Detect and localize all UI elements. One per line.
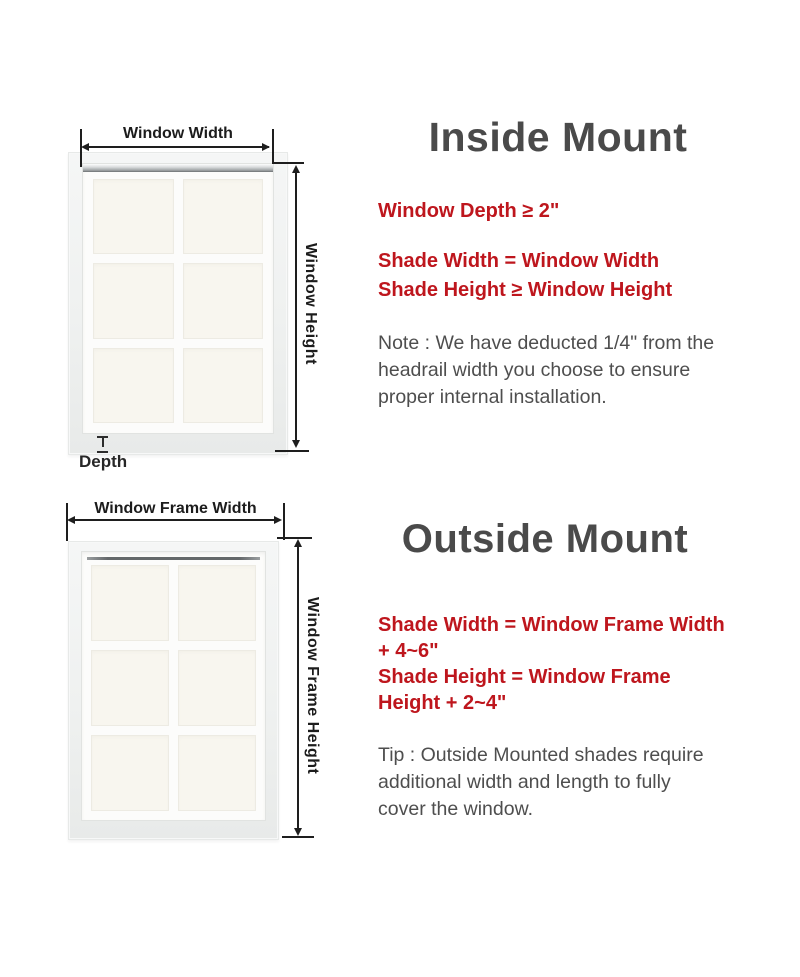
outside-tip-line: additional width and length to fully xyxy=(378,771,671,793)
arrowhead-left-icon xyxy=(67,516,75,524)
dimension-tick xyxy=(272,129,274,164)
window-frame-height-label: Window Frame Height xyxy=(304,597,321,775)
arrowhead-right-icon xyxy=(262,143,270,151)
window-pane xyxy=(91,650,169,726)
window-pane xyxy=(183,179,264,254)
outside-width-rule-line: + 4~6" xyxy=(378,640,439,662)
outside-width-rule-line: Shade Width = Window Frame Width xyxy=(378,614,725,636)
window-pane xyxy=(93,263,174,338)
inside-mount-title: Inside Mount xyxy=(428,114,688,160)
dimension-bracket xyxy=(272,162,304,164)
outside-height-rule-line: Height + 2~4" xyxy=(378,692,507,714)
height-arrow xyxy=(295,171,297,443)
window-pane xyxy=(183,263,264,338)
inside-note-line: Note : We have deducted 1/4" from the xyxy=(378,332,715,354)
outside-tip-line: cover the window. xyxy=(378,798,534,820)
arrowhead-down-icon xyxy=(292,440,300,448)
window-pane xyxy=(91,735,169,811)
window-frame-width-label: Window Frame Width xyxy=(94,500,257,517)
depth-marker-icon xyxy=(97,436,108,453)
arrowhead-right-icon xyxy=(274,516,282,524)
window-pane xyxy=(178,565,256,641)
inside-note-line: headrail width you choose to ensure xyxy=(378,359,691,381)
inside-height-rule: Shade Height ≥ Window Height xyxy=(378,279,673,301)
window-width-label: Window Width xyxy=(123,125,233,142)
window-pane xyxy=(93,348,174,423)
window-height-label: Window Height xyxy=(302,243,319,365)
outside-shade-rules xyxy=(378,612,725,716)
shade-headrail xyxy=(83,164,273,172)
outside-tip xyxy=(378,742,704,823)
depth-label: Depth xyxy=(79,452,128,471)
window-top-shadow xyxy=(87,557,260,560)
arrowhead-up-icon xyxy=(294,539,302,547)
outside-mount-window-illustration xyxy=(68,541,279,840)
width-arrow xyxy=(85,146,269,148)
dimension-tick xyxy=(275,450,309,452)
window-panes xyxy=(93,179,263,423)
inside-width-rule: Shade Width = Window Width xyxy=(378,250,660,272)
dimension-tick xyxy=(283,503,285,540)
inside-depth-rule: Window Depth ≥ 2" xyxy=(378,200,560,222)
height-arrow xyxy=(297,544,299,831)
window-pane xyxy=(178,735,256,811)
dimension-tick xyxy=(282,836,314,838)
outside-tip-line: Tip : Outside Mounted shades require xyxy=(378,744,704,766)
inside-mount-window-illustration xyxy=(68,152,288,455)
inside-note-line: proper internal installation. xyxy=(378,386,607,408)
window-pane xyxy=(178,650,256,726)
window-pane xyxy=(183,348,264,423)
inside-note xyxy=(378,330,714,411)
arrowhead-down-icon xyxy=(294,828,302,836)
window-sash xyxy=(81,551,266,821)
window-sash xyxy=(82,163,274,434)
window-panes xyxy=(91,565,256,811)
window-pane xyxy=(91,565,169,641)
window-pane xyxy=(93,179,174,254)
outside-height-rule-line: Shade Height = Window Frame xyxy=(378,666,671,688)
outside-mount-title: Outside Mount xyxy=(401,517,689,561)
arrowhead-left-icon xyxy=(81,143,89,151)
inside-shade-rules xyxy=(378,247,672,305)
width-arrow xyxy=(71,519,280,521)
arrowhead-up-icon xyxy=(292,165,300,173)
